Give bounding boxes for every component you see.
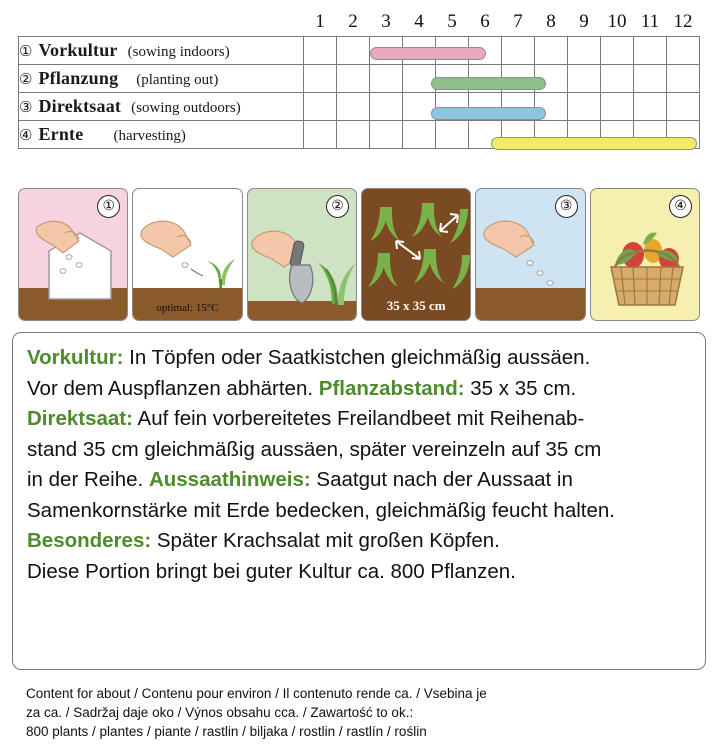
instructions-panel	[12, 332, 706, 670]
instruction-line	[27, 465, 691, 496]
calendar-header-spacer	[19, 8, 304, 36]
calendar-row-vorkultur	[19, 36, 700, 64]
calendar-header-row	[19, 8, 700, 36]
month-cell	[370, 120, 403, 148]
row-label-cell	[19, 36, 304, 64]
month-cell	[601, 92, 634, 120]
row-subtitle: (harvesting)	[113, 127, 186, 144]
month-cell	[436, 120, 469, 148]
month-cell	[469, 120, 502, 148]
month-cell	[601, 120, 634, 148]
row-subtitle: (sowing indoors)	[127, 43, 230, 60]
footer-line-2: za ca. / Sadržaj daje oko / Výnos obsahu cca. / Zawartość to ok.:	[26, 705, 414, 720]
instruction-line	[27, 526, 691, 557]
month-cell	[634, 120, 667, 148]
month-header: 11	[640, 10, 660, 32]
month-cell	[667, 64, 700, 92]
instruction-text-run: 35 x 35 cm.	[464, 376, 577, 400]
row-label-cell	[19, 120, 304, 148]
row-subtitle: (sowing outdoors)	[131, 99, 241, 116]
row-title: Ernte	[38, 123, 84, 144]
row-label-cell	[19, 92, 304, 120]
row-label-cell	[19, 64, 304, 92]
month-cell	[601, 36, 634, 64]
instruction-text-run: In Töpfen oder Saatkistchen gleichmäßig aussäen.	[123, 346, 591, 369]
instruction-keyword: Direktsaat:	[27, 407, 133, 430]
pictogram-badge: ④	[669, 195, 692, 218]
month-cell	[667, 120, 700, 148]
month-header: 4	[414, 10, 424, 32]
instruction-keyword: Pflanzabstand:	[318, 376, 465, 400]
instruction-line	[27, 557, 691, 588]
pictogram-5-direct-sowing	[475, 188, 585, 321]
instruction-text-run: Saatgut nach der Aussaat in	[310, 468, 573, 491]
pictogram-strip	[18, 188, 700, 321]
month-header: 3	[381, 10, 391, 32]
month-cell	[469, 92, 502, 120]
pictogram-badge: ③	[555, 195, 578, 218]
month-cell	[634, 36, 667, 64]
instruction-keyword: Vorkultur:	[27, 346, 124, 369]
row-number: ③	[19, 99, 33, 116]
instruction-text-run: Auf fein vorbereitetes Freilandbeet mit Reihenab-	[132, 407, 585, 430]
pictogram-2-germination-temp	[132, 188, 242, 321]
month-cell	[502, 64, 535, 92]
pictogram-caption: 35 x 35 cm	[386, 298, 446, 313]
month-cell	[436, 64, 469, 92]
month-cell	[535, 120, 568, 148]
month-cell	[469, 36, 502, 64]
instruction-line	[27, 404, 691, 435]
row-title: Vorkultur	[38, 39, 118, 60]
footer-multilingual-note	[26, 684, 698, 741]
calendar-table	[18, 8, 700, 149]
month-cell	[304, 36, 337, 64]
row-number: ④	[19, 127, 33, 144]
month-header: 6	[480, 10, 490, 32]
month-cell	[304, 64, 337, 92]
month-header: 5	[447, 10, 457, 32]
month-cell	[436, 36, 469, 64]
instruction-keyword: Aussaathinweis:	[148, 468, 311, 491]
instruction-line	[27, 343, 691, 374]
month-cell	[337, 120, 370, 148]
month-header: 9	[579, 10, 589, 32]
month-cell	[337, 36, 370, 64]
month-cell	[667, 92, 700, 120]
month-header: 7	[513, 10, 523, 32]
instruction-text-run: Samenkornstärke mit Erde bedecken, gleichmäßig feucht halten.	[27, 498, 615, 522]
row-number: ①	[19, 43, 33, 60]
month-cell	[403, 92, 436, 120]
pictogram-badge: ②	[326, 195, 349, 218]
pictogram-6-harvest	[590, 188, 700, 321]
month-cell	[403, 36, 436, 64]
sowing-calendar	[18, 8, 700, 149]
month-cell	[502, 120, 535, 148]
month-cell	[568, 92, 601, 120]
calendar-row-ernte	[19, 120, 700, 148]
instruction-line	[27, 374, 691, 405]
month-cell	[535, 64, 568, 92]
instruction-text-run: Diese Portion bringt bei guter Kultur ca. 800 Pflanzen.	[27, 559, 516, 583]
month-header: 10	[607, 10, 627, 32]
month-header: 8	[546, 10, 556, 32]
month-cell	[370, 36, 403, 64]
month-cell	[337, 92, 370, 120]
pictogram-1-sowing-indoors	[18, 188, 128, 321]
month-cell	[568, 120, 601, 148]
month-header: 2	[348, 10, 358, 32]
month-cell	[403, 120, 436, 148]
month-cell	[601, 64, 634, 92]
pictogram-4-plant-spacing	[361, 188, 471, 321]
instruction-text-run: Vor dem Auspflanzen abhärten.	[27, 376, 319, 400]
row-title: Direktsaat	[38, 95, 122, 116]
month-cell	[403, 64, 436, 92]
row-number: ②	[19, 71, 33, 88]
footer-line-1: Content for about / Contenu pour environ / Il contenuto rende ca. / Vsebina je	[26, 686, 487, 701]
row-subtitle: (planting out)	[136, 71, 219, 88]
row-title: Pflanzung	[38, 67, 119, 88]
pictogram-caption: optimal: 15°C	[156, 302, 219, 314]
month-cell	[667, 36, 700, 64]
calendar-row-direktsaat	[19, 92, 700, 120]
pictogram-badge: ①	[97, 195, 120, 218]
month-cell	[502, 36, 535, 64]
month-cell	[436, 92, 469, 120]
month-cell	[634, 92, 667, 120]
instruction-text-run: Später Krachsalat mit großen Köpfen.	[151, 529, 500, 552]
month-cell	[535, 36, 568, 64]
instruction-line	[27, 435, 691, 466]
month-cell	[568, 36, 601, 64]
month-cell	[370, 64, 403, 92]
instruction-text-run: in der Reihe.	[27, 468, 149, 491]
month-cell	[337, 64, 370, 92]
instruction-keyword: Besonderes:	[27, 529, 152, 552]
instruction-line	[27, 496, 691, 527]
footer-line-3: 800 plants / plantes / piante / rastlin / biljaka / rostlin / rastlín / roślin	[26, 724, 427, 739]
month-cell	[502, 92, 535, 120]
month-cell	[568, 64, 601, 92]
month-cell	[304, 92, 337, 120]
month-cell	[304, 120, 337, 148]
instruction-text-run: stand 35 cm gleichmäßig aussäen, später vereinzeln auf 35 cm	[27, 437, 602, 461]
pictogram-3-planting-out	[247, 188, 357, 321]
month-cell	[634, 64, 667, 92]
month-header: 12	[673, 10, 693, 32]
instructions-text	[27, 343, 691, 587]
month-header: 1	[315, 10, 325, 32]
month-cell	[469, 64, 502, 92]
calendar-row-pflanzung	[19, 64, 700, 92]
month-cell	[535, 92, 568, 120]
month-cell	[370, 92, 403, 120]
